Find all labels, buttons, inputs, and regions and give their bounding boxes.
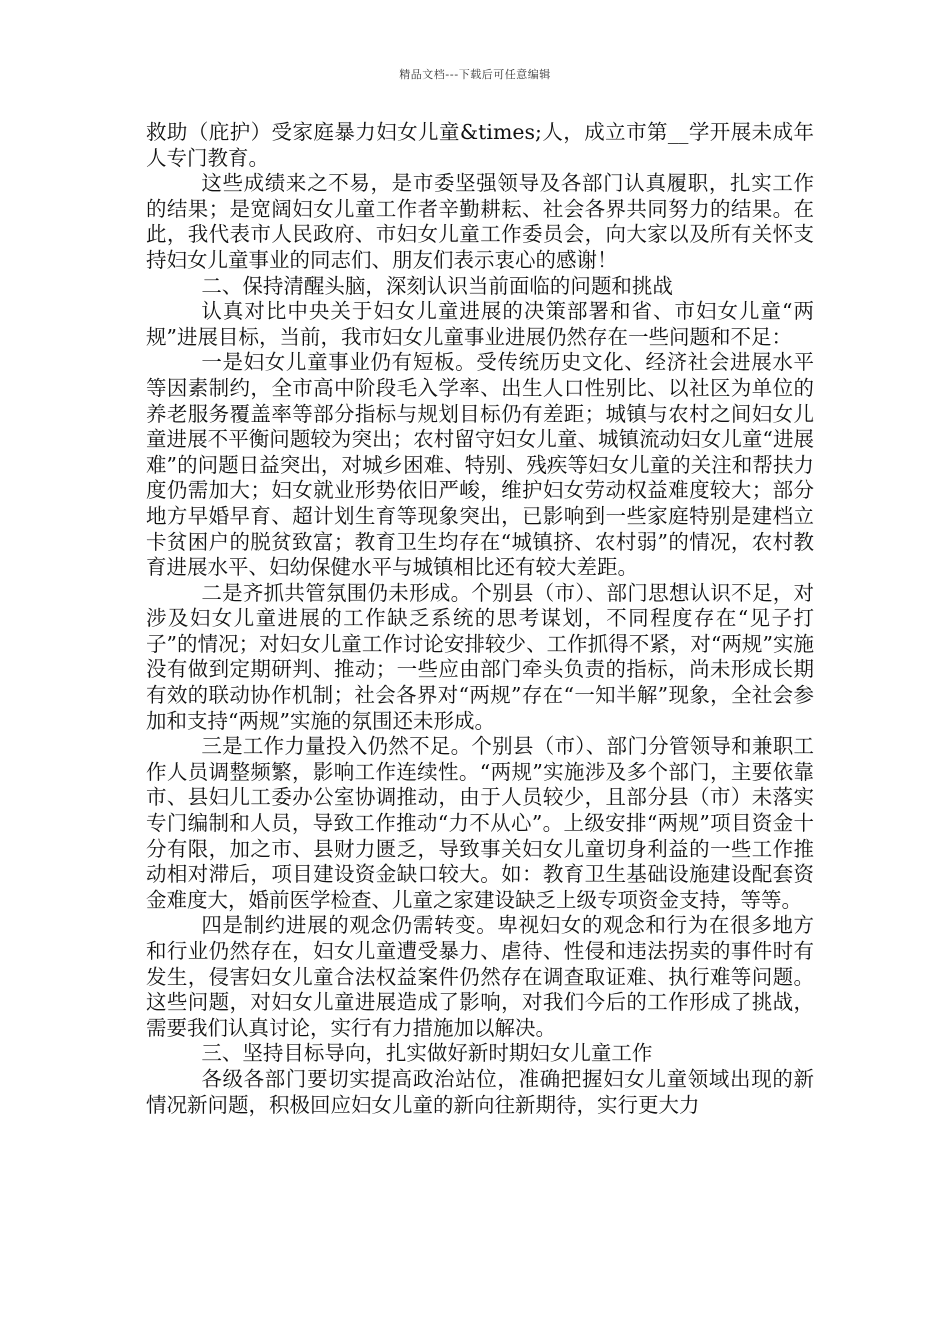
paragraph-problems-intro: 认真对比中央关于妇女儿童进展的决策部署和省、市妇女儿童“两规”进展目标，当前，我市妇女儿童事业进展仍然存在一些问题和不足：	[146, 299, 814, 349]
paragraph-problem-2: 二是齐抓共管氛围仍未形成。个别县（市）、部门思想认识不足，对涉及妇女儿童进展的工作缺乏系统的思考谋划，不同程度存在“见子打子”的情况；对妇女儿童工作讨论安排较少、工作抓得不紧，对“两规”实施没有做到定期研判、推动；一些应由部门牵头负责的指标，尚未形成长期有效的联动协作机制；社会各界对“两规”存在“一知半解”现象，全社会参加和支持“两规”实施的氛围还未形成。	[146, 580, 814, 733]
section-heading-2: 二、保持清醒头脑，深刻认识当前面临的问题和挑战	[201, 273, 673, 298]
paragraph-problem-1: 一是妇女儿童事业仍有短板。受传统历史文化、经济社会进展水平等因素制约，全市高中阶段毛入学率、出生人口性别比、以社区为单位的养老服务覆盖率等部分指标与规划目标仍有差距；城镇与农村之间妇女儿童进展不平衡问题较为突出；农村留守妇女儿童、城镇流动妇女儿童“进展难”的问题日益突出，对城乡困难、特别、残疾等妇女儿童的关注和帮扶力度仍需加大；妇女就业形势依旧严峻，维护妇女劳动权益难度较大；部分地方早婚早育、超计划生育等现象突出，已影响到一些家庭特别是建档立卡贫困户的脱贫致富；教育卫生均存在“城镇挤、农村弱”的情况，农村教育进展水平、妇幼保健水平与城镇相比还有较大差距。	[146, 350, 814, 580]
paragraph-problem-3: 三是工作力量投入仍然不足。个别县（市）、部门分管领导和兼职工作人员调整频繁，影响工作连续性。“两规”实施涉及多个部门，主要依靠市、县妇儿工委办公室协调推动，由于人员较少，且部分县（市）未落实专门编制和人员，导致工作推动“力不从心”。上级安排“两规”项目资金十分有限，加之市、县财力匮乏，导致事关妇女儿童切身利益的一些工作推动相对滞后，项目建设资金缺口较大。如：教育卫生基础设施建设配套资金难度大，婚前医学检查、儿童之家建设缺乏上级专项资金支持，等等。	[146, 734, 814, 912]
paragraph-achievements: 这些成绩来之不易，是市委坚强领导及各部门认真履职，扎实工作的结果；是宽阔妇女儿童工作者辛勤耕耘、社会各界共同努力的结果。在此，我代表市人民政府、市妇女儿童工作委员会，向大家以及所有关怀支持妇女儿童事业的同志们、朋友们表示衷心的感谢！	[146, 171, 814, 272]
document-body	[146, 120, 814, 1118]
paragraph-problem-4: 四是制约进展的观念仍需转变。卑视妇女的观念和行为在很多地方和行业仍然存在，妇女儿童遭受暴力、虐待、性侵和违法拐卖的事件时有发生，侵害妇女儿童合法权益案件仍然存在调查取证难、执行难等问题。这些问题，对妇女儿童进展造成了影响，对我们今后的工作形成了挑战，需要我们认真讨论，实行有力措施加以解决。	[146, 913, 814, 1040]
paragraph-section-3-intro: 各级各部门要切实提高政治站位，准确把握妇女儿童领域出现的新情况新问题，积极回应妇女儿童的新向往新期待，实行更大力	[146, 1066, 814, 1117]
page-header: 精品文档---下载后可任意编辑	[399, 68, 551, 81]
paragraph-continuation: 救助（庇护）受家庭暴力妇女儿童&times;人，成立市第__学开展未成年人专门教育。	[146, 120, 814, 170]
section-heading-3: 三、坚持目标导向，扎实做好新时期妇女儿童工作	[201, 1041, 653, 1066]
